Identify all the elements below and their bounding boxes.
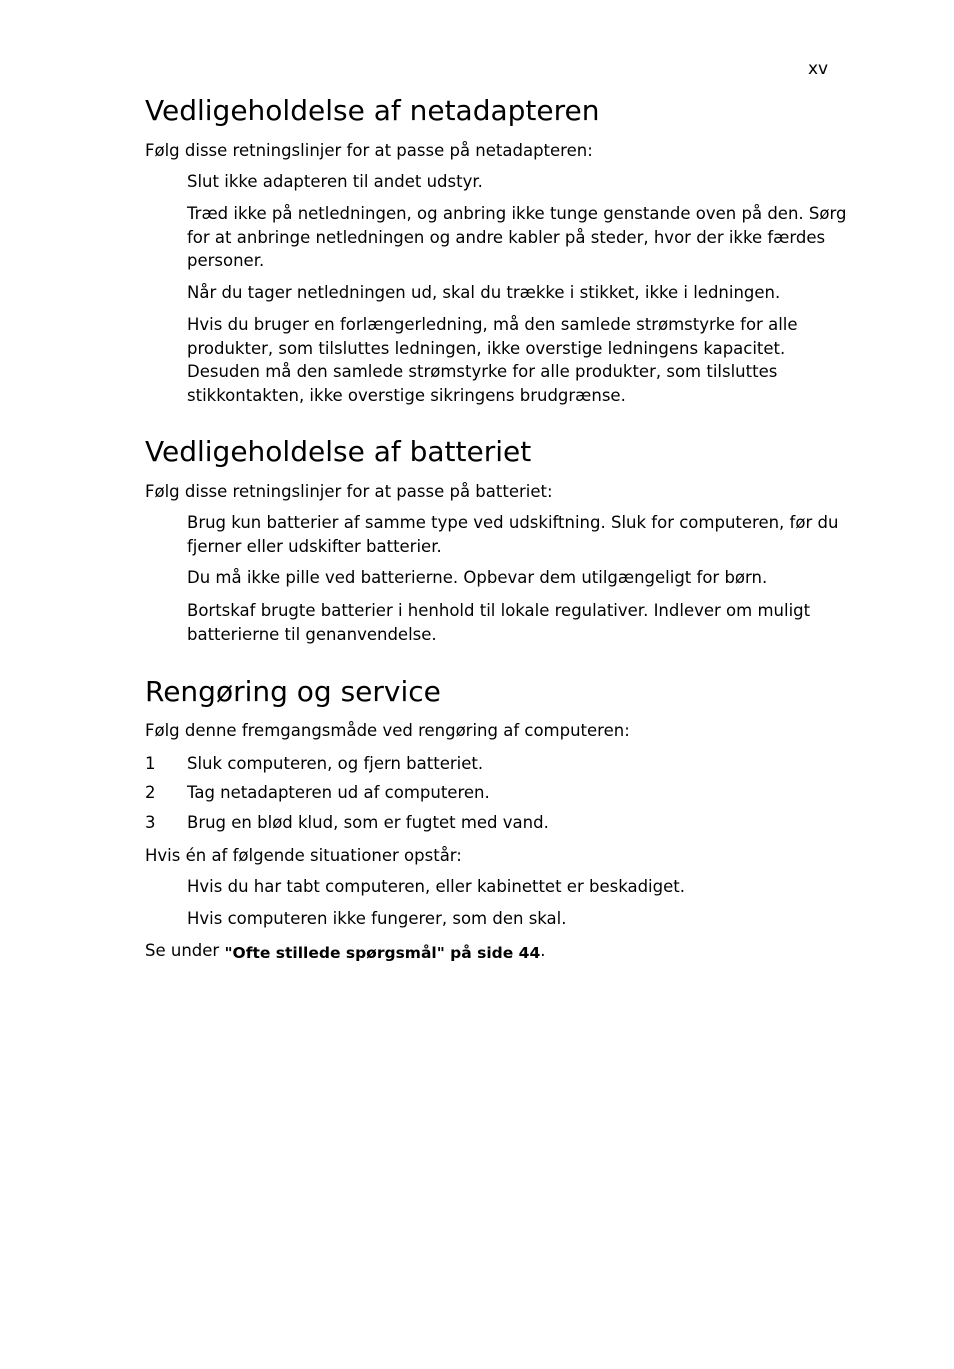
page-number: xv (808, 59, 829, 79)
step-number: 3 (145, 813, 156, 832)
step-text: Sluk computeren, og fjern batteriet. (187, 754, 484, 773)
list-item: Bortskaf brugte batterier i henhold til lokale regulativer. Indlever om muligt batterierne til genanvendelse. (187, 601, 811, 644)
section-intro: Følg denne fremgangsmåde ved rengøring af computeren: (145, 721, 630, 740)
numbered-step (145, 812, 549, 834)
list-item: Når du tager netledningen ud, skal du trække i stikket, ikke i ledningen. (187, 283, 781, 302)
list-item: Træd ikke på netledningen, og anbring ikke tunge genstande oven på den. Sørg for at anbringe netledningen og andre kabler på steder, hvor der ikke færdes personer. (187, 204, 847, 270)
list-item: Hvis du har tabt computeren, eller kabinettet er beskadiget. (187, 877, 685, 896)
section-intro: Følg disse retningslinjer for at passe på batteriet: (145, 482, 553, 501)
numbered-step (145, 753, 483, 775)
section-heading-power-adapter: Vedligeholdelse af netadapteren (145, 94, 600, 127)
step-text: Tag netadapteren ud af computeren. (187, 783, 490, 802)
step-number: 2 (145, 783, 156, 802)
list-item: Hvis du bruger en forlængerledning, må den samlede strømstyrke for alle produkter, som tilsluttes ledningen, ikke overstige ledningens kapacitet. Desuden må den samlede strømstyrke for alle produkter, som tilsluttes stikkontakten, ikke overstige sikringens brudgrænse. (187, 315, 798, 405)
reference-line (145, 940, 546, 962)
section-intro: Følg disse retningslinjer for at passe på netadapteren: (145, 141, 593, 160)
numbered-step (145, 782, 490, 804)
step-number: 1 (145, 754, 156, 773)
section-heading-battery: Vedligeholdelse af batteriet (145, 435, 532, 468)
list-item: Hvis computeren ikke fungerer, som den skal. (187, 909, 567, 928)
situations-intro: Hvis én af følgende situationer opstår: (145, 846, 462, 865)
list-item: Slut ikke adapteren til andet udstyr. (187, 172, 483, 191)
section-heading-cleaning: Rengøring og service (145, 675, 441, 708)
reference-suffix: . (540, 941, 546, 960)
list-item: Du må ikke pille ved batterierne. Opbevar dem utilgængeligt for børn. (187, 568, 768, 587)
reference-prefix: Se under (145, 941, 225, 960)
faq-reference-link[interactable]: "Ofte stillede spørgsmål" på side 44 (224, 944, 541, 962)
step-text: Brug en blød klud, som er fugtet med vand. (187, 813, 549, 832)
list-item: Brug kun batterier af samme type ved udskiftning. Sluk for computeren, før du fjerner eller udskifter batterier. (187, 513, 839, 556)
